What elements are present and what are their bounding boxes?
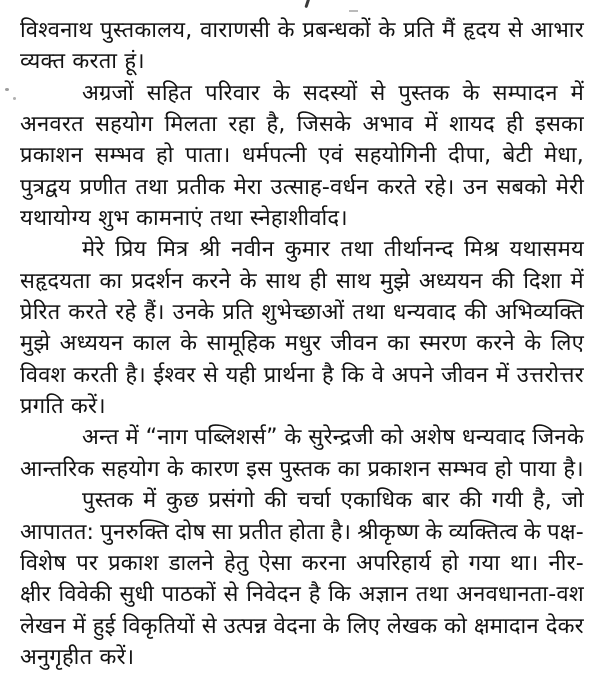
scan-artifact-speck	[5, 88, 9, 91]
word: है।	[563, 456, 584, 482]
word: पुस्तक	[398, 80, 450, 106]
word: सम्पादन	[492, 80, 558, 106]
text-line	[20, 485, 584, 516]
word: दीपा,	[448, 143, 492, 169]
word: की	[264, 488, 288, 514]
word: धन्यवाद	[392, 300, 457, 326]
word: करने	[476, 331, 515, 357]
word: है	[322, 362, 334, 388]
word: सम्भव	[94, 143, 145, 169]
word: हृदय	[463, 18, 501, 43]
word: विकृतियों	[122, 613, 195, 639]
word: जिनके	[532, 425, 584, 451]
word: कुमार	[284, 237, 331, 263]
word: आभार	[530, 18, 584, 43]
word: प्रकाश	[108, 550, 159, 576]
word: को	[380, 425, 404, 451]
text-block	[20, 15, 584, 673]
word: पाया	[519, 456, 557, 482]
word: प्रदर्शन	[131, 268, 184, 294]
word: पुत्रद्वय	[20, 174, 71, 200]
text-line	[20, 454, 584, 485]
word: के	[378, 18, 396, 43]
word: नीर-	[548, 550, 584, 576]
word: पुस्तक	[279, 456, 331, 482]
word: को	[444, 613, 467, 639]
text-line	[20, 297, 584, 328]
word: बेटी	[502, 143, 533, 169]
word: के	[284, 425, 302, 451]
word: मेरे	[82, 237, 105, 263]
word: मित्र	[157, 237, 189, 263]
word: यथासमय	[509, 237, 584, 263]
word: है,	[532, 488, 552, 514]
word: रहे।	[424, 174, 455, 200]
word: मेधा,	[544, 143, 584, 169]
word: नवीन	[231, 237, 275, 263]
word: आन्तरिक	[20, 456, 95, 482]
word: से	[507, 18, 523, 43]
word: सहयोग	[101, 456, 160, 482]
word: सदस्यों	[303, 80, 358, 106]
word: ईश्वर	[153, 362, 196, 388]
word: प्रतीत	[238, 519, 283, 545]
word: मधुर	[284, 331, 322, 357]
word: विश्वनाथ	[20, 18, 93, 43]
word: के	[523, 519, 541, 545]
word: साथ	[335, 268, 372, 294]
word: जीवन	[330, 331, 378, 357]
word: करते	[68, 300, 108, 326]
word: क्षमादान	[473, 613, 539, 639]
word: के	[524, 331, 542, 357]
word: अध्ययन	[418, 268, 483, 294]
word: जीवन	[441, 362, 489, 388]
word: “नाग	[145, 425, 188, 451]
text-line	[20, 15, 584, 46]
word: रहा	[228, 112, 256, 138]
word: पर	[76, 550, 99, 576]
word: देकर	[545, 613, 584, 639]
word: काल	[132, 331, 171, 357]
scan-artifact-tick	[304, 0, 310, 8]
word: मैं	[442, 18, 456, 43]
word: पुनरुक्ति	[100, 519, 169, 545]
word: हो	[494, 456, 513, 482]
word: सा	[211, 519, 233, 545]
word: करने	[192, 268, 231, 294]
word: गया	[468, 550, 501, 576]
word: प्रसंगो	[208, 488, 255, 514]
word: सुधी	[119, 582, 155, 608]
word: विवेकी	[58, 582, 112, 608]
word: वे	[371, 362, 385, 388]
word: लेखक	[386, 613, 438, 639]
word: के	[180, 331, 198, 357]
word: लिए	[550, 331, 584, 357]
word: अध्ययन	[59, 331, 124, 357]
word: मुझे	[379, 268, 411, 294]
word: प्रिय	[115, 237, 147, 263]
word: के	[239, 268, 257, 294]
word: व्यक्तित्व	[448, 519, 518, 545]
word: मेरी	[555, 174, 584, 200]
word: के	[166, 456, 184, 482]
word: है,	[266, 112, 286, 138]
word: सबको	[496, 174, 548, 200]
word: की	[464, 300, 487, 326]
word: उनके	[172, 300, 215, 326]
word: प्रति	[403, 18, 435, 43]
word: वाराणसी	[200, 18, 270, 43]
word: लेखन	[20, 613, 66, 639]
word: श्रीकृष्ण	[357, 519, 420, 545]
word: दिशा	[523, 268, 562, 294]
word: उत्तरोत्तर	[516, 362, 584, 388]
text-line	[20, 109, 584, 140]
word: इसका	[534, 112, 584, 138]
word: तथा	[352, 300, 385, 326]
word: निवेदन	[246, 582, 302, 608]
text-line: व्यक्त करता हूं।	[20, 49, 145, 75]
word: डालने	[168, 550, 214, 576]
word: सहयोगिनी	[354, 143, 437, 169]
word: तथा	[415, 582, 449, 608]
word: लिए	[346, 613, 381, 639]
word: में	[125, 425, 139, 451]
word: के	[462, 80, 480, 106]
word: वेदना	[273, 613, 317, 639]
word: प्रकाशन	[367, 456, 431, 482]
word: हो	[156, 143, 174, 169]
word: धन्यवाद	[462, 425, 526, 451]
text-line	[20, 360, 584, 391]
word: चर्चा	[296, 488, 331, 514]
word: है	[308, 582, 321, 608]
word: प्रेरित	[20, 300, 61, 326]
word: हेतु	[223, 550, 249, 576]
word: जिसके	[296, 112, 352, 138]
word: परिवार	[205, 80, 261, 106]
word: अभाव	[362, 112, 414, 138]
word: तथा	[135, 174, 169, 200]
word: श्री	[199, 237, 221, 263]
text-line	[20, 611, 584, 642]
word: जो	[561, 488, 584, 514]
word: गयी	[491, 488, 524, 514]
text-line	[20, 579, 584, 610]
word: कि	[341, 362, 365, 388]
text-line: यथायोग्य शुभ कामनाएं तथा स्नेहाशीर्वाद।	[20, 206, 348, 232]
word: रहे	[115, 300, 137, 326]
word: पक्ष-	[547, 519, 584, 545]
word: के	[277, 18, 295, 43]
word: से	[223, 582, 239, 608]
word: प्रबन्धकों	[302, 18, 371, 43]
text-line	[20, 548, 584, 579]
word: विशेष	[20, 550, 67, 576]
word: प्रणीत	[79, 174, 127, 200]
word: से	[201, 613, 217, 639]
word: में	[72, 613, 86, 639]
text-line	[20, 517, 584, 548]
word: सहृदयता	[20, 268, 91, 294]
word: करना	[301, 550, 347, 576]
word: अज्ञान	[358, 582, 409, 608]
word: सहयोग	[95, 112, 154, 138]
word: में	[495, 362, 510, 388]
word: पाता।	[185, 143, 231, 169]
word: पुस्तक	[82, 488, 134, 514]
word: में	[143, 488, 157, 514]
word: करते	[377, 174, 417, 200]
scan-artifact-dash	[349, 10, 358, 12]
word: प्रार्थना	[263, 362, 315, 388]
word: तथा	[340, 237, 374, 263]
word: का	[387, 331, 410, 357]
word: प्रति	[222, 300, 254, 326]
scan-artifact-speck	[13, 97, 16, 100]
word: अन्त	[82, 425, 119, 451]
word: में	[570, 80, 584, 106]
word: कारण	[190, 456, 240, 482]
word: हैं।	[144, 300, 165, 326]
word: पुस्तकालय,	[100, 18, 193, 43]
word: साथ	[265, 268, 301, 294]
word: अनवधानता-वश	[456, 582, 584, 608]
word: उत्पन्न	[223, 613, 267, 639]
word: में	[424, 112, 438, 138]
word: है।	[125, 362, 146, 388]
word: सम्भव	[437, 456, 488, 482]
word: ही	[506, 112, 524, 138]
text-line	[20, 172, 584, 203]
word: एकाधिक	[340, 488, 413, 514]
word: अग्रजों	[82, 80, 134, 106]
word: पब्लिशर्स”	[194, 425, 278, 451]
word: अभिव्यक्ति	[494, 300, 584, 326]
text-line	[20, 328, 584, 359]
word: अपरिहार्य	[356, 550, 432, 576]
word: दोष	[175, 519, 206, 545]
word: अनवरत	[20, 112, 84, 138]
word: ऐसा	[258, 550, 292, 576]
word: के	[425, 519, 443, 545]
word: हुई	[92, 613, 116, 639]
word: मुझे	[20, 331, 51, 357]
word: करती	[73, 362, 118, 388]
word: होता	[288, 519, 325, 545]
word: के	[322, 613, 341, 639]
word: में	[570, 268, 584, 294]
word: की	[459, 488, 483, 514]
word: मिश्र	[464, 237, 500, 263]
word: एवं	[318, 143, 344, 169]
word: है।	[330, 519, 352, 545]
word: विवश	[20, 362, 66, 388]
word: के	[272, 80, 291, 106]
word: क्षीर	[20, 582, 51, 608]
word: कुछ	[166, 488, 199, 514]
word: था।	[510, 550, 539, 576]
word: धर्मपत्नी	[241, 143, 307, 169]
text-line	[20, 266, 584, 297]
text-line	[20, 234, 584, 265]
word: ही	[309, 268, 328, 294]
word: हो	[441, 550, 459, 576]
word: यही	[225, 362, 257, 388]
word: बार	[422, 488, 450, 514]
word: उत्साह-वर्धन	[270, 174, 369, 200]
word: उन	[463, 174, 488, 200]
word: का	[99, 268, 123, 294]
text-line: प्रगति करें।	[20, 394, 106, 420]
word: मेरा	[233, 174, 262, 200]
word: अपने	[391, 362, 434, 388]
word: शायद	[449, 112, 495, 138]
word: से	[370, 80, 386, 106]
word: मिलता	[164, 112, 218, 138]
text-line	[20, 140, 584, 171]
word: से	[203, 362, 219, 388]
word: स्मरण	[419, 331, 467, 357]
word: सुरेन्द्रजी	[308, 425, 374, 451]
word: शुभेच्छाओं	[261, 300, 345, 326]
text-line	[20, 422, 584, 453]
word: का	[337, 456, 361, 482]
word: कि	[328, 582, 352, 608]
word: प्रकाशन	[20, 143, 84, 169]
text-line	[20, 78, 584, 109]
word: सामूहिक	[206, 331, 276, 357]
text-line: अनुगृहीत करें।	[20, 644, 135, 670]
word: पाठकों	[161, 582, 216, 608]
word: सहित	[146, 80, 193, 106]
word: प्रतीक	[176, 174, 225, 200]
word: आपातत:	[20, 519, 95, 545]
word: अशेष	[410, 425, 456, 451]
word: की	[491, 268, 515, 294]
word: इस	[246, 456, 273, 482]
word: तीर्थानन्द	[383, 237, 454, 263]
